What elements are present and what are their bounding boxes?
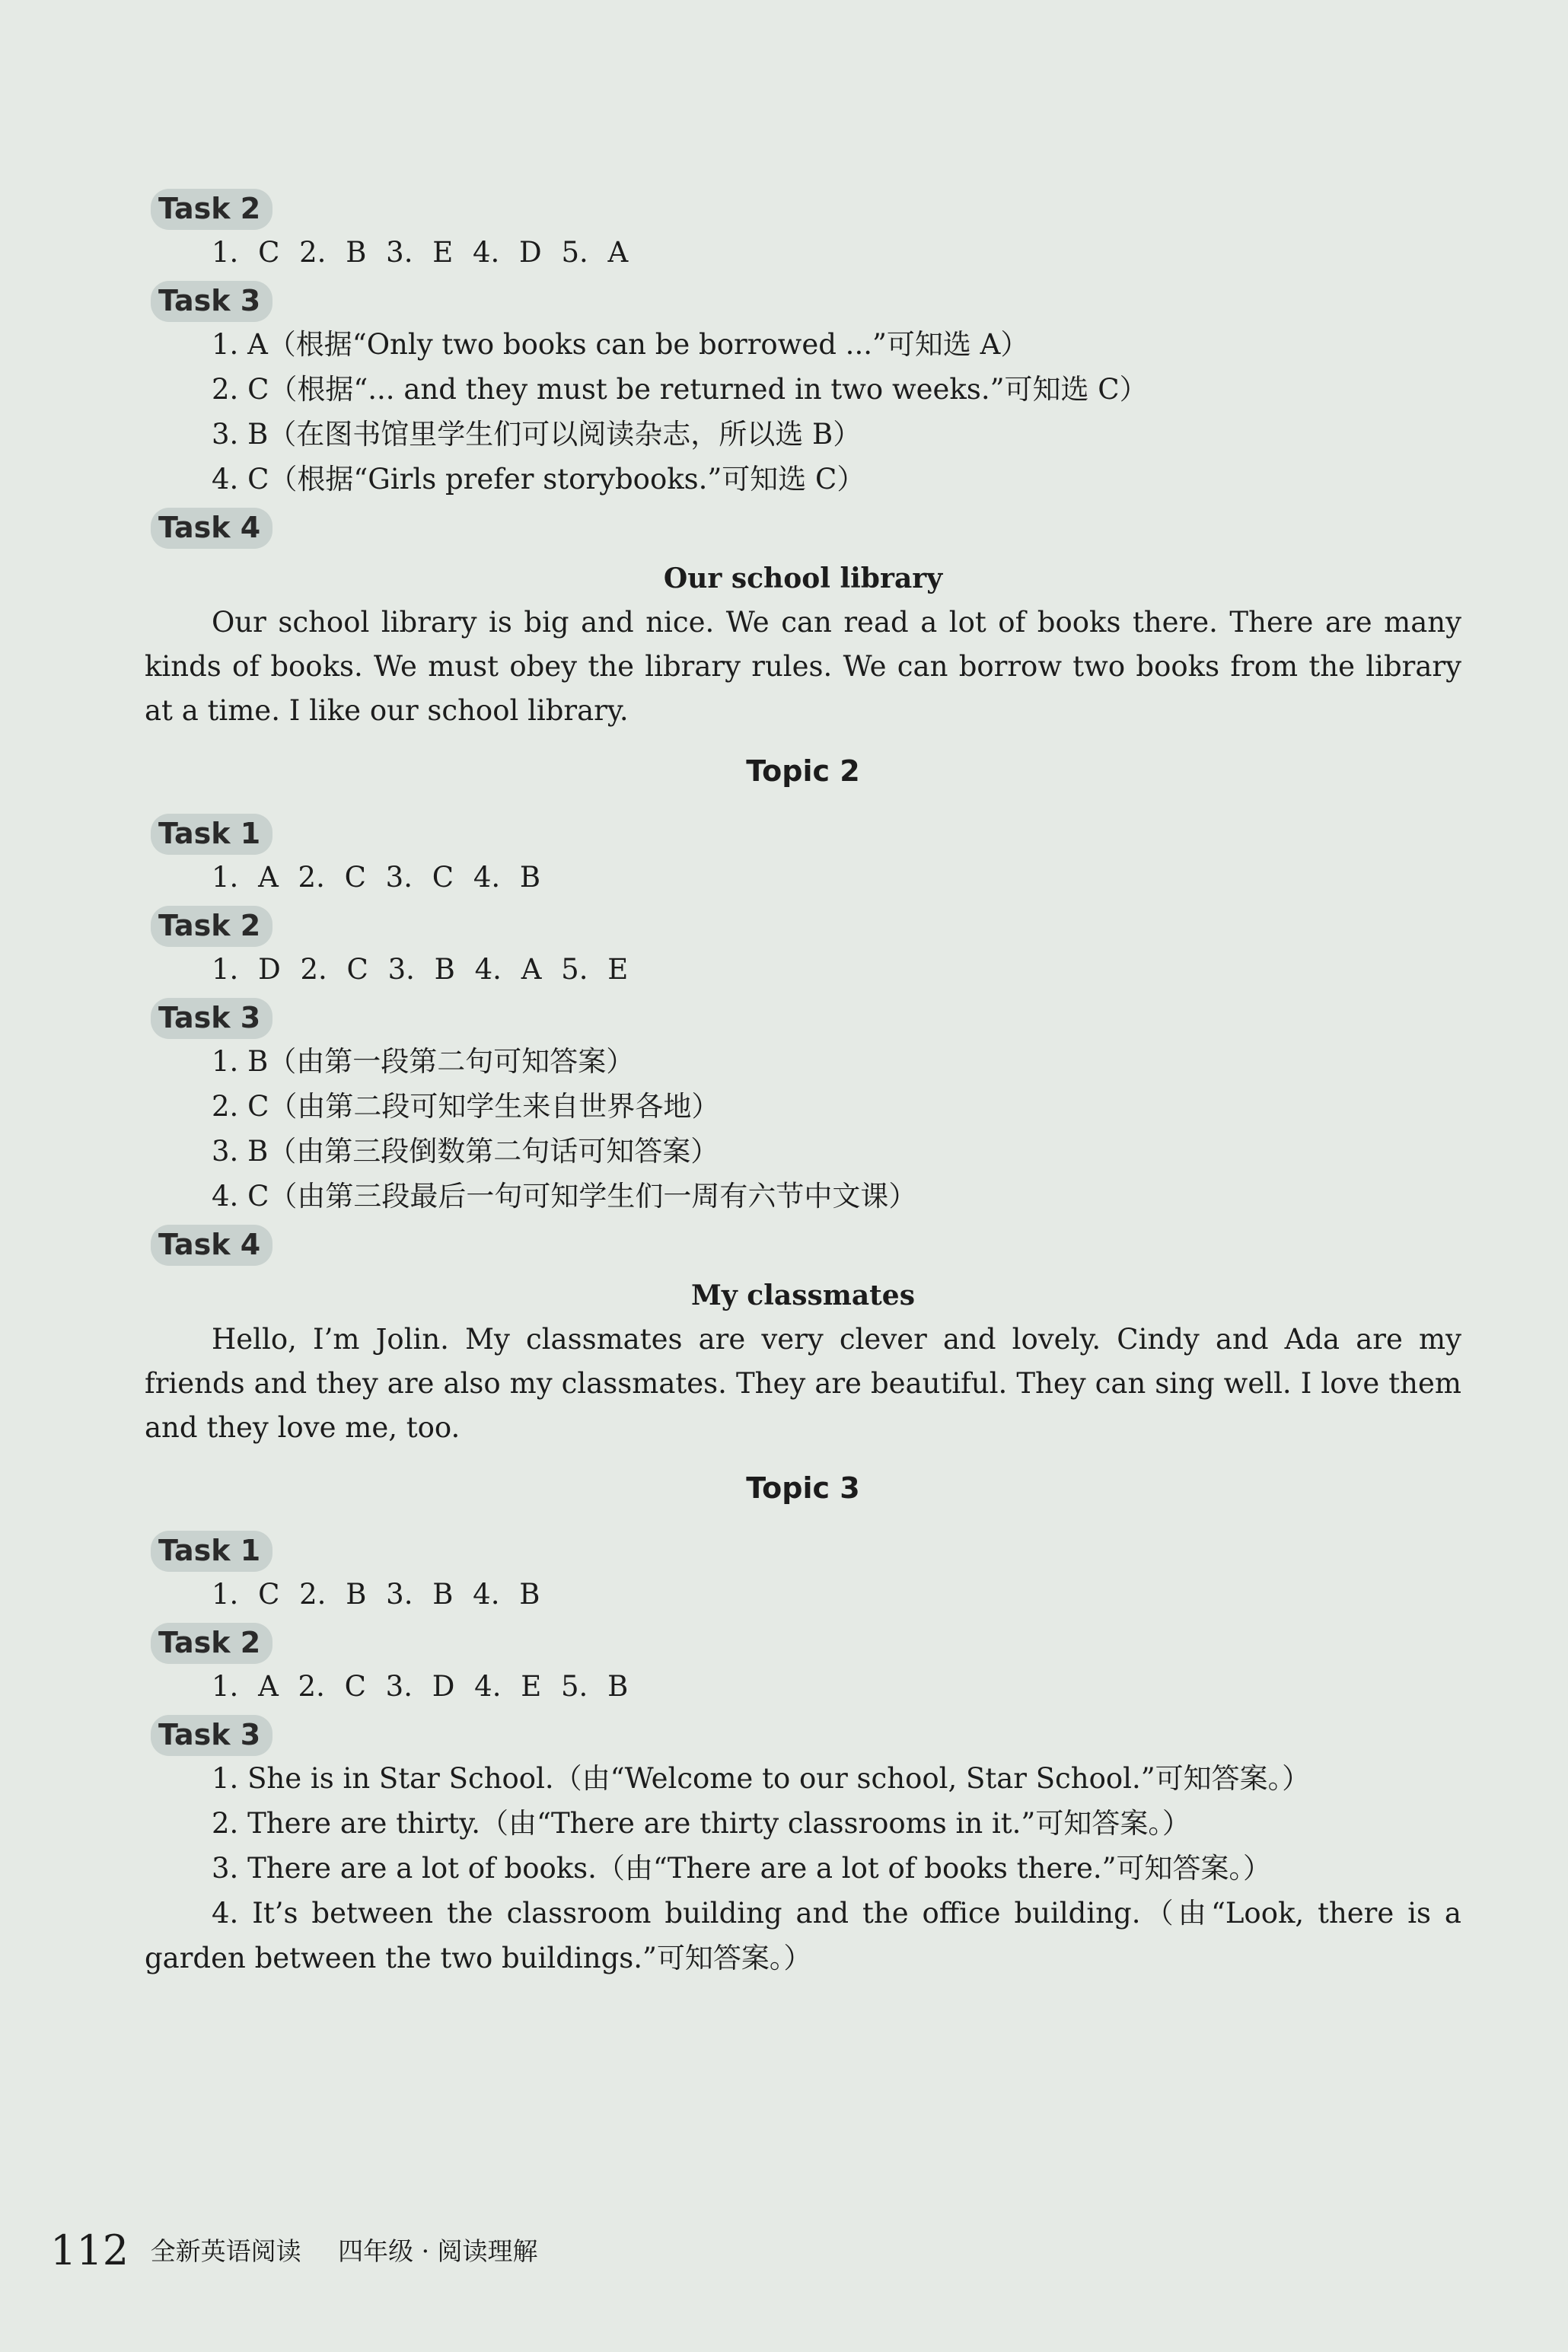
answer-item: 2. C（由第二段可知学生来自世界各地） bbox=[212, 1090, 720, 1123]
task-label: Task 3 bbox=[151, 281, 272, 322]
answer-item: 4. It’s between the classroom building and the office building.（由“Look, there is a garden between the two buildings.”可知答案。） bbox=[145, 1897, 1461, 1974]
task-label: Task 1 bbox=[151, 814, 272, 855]
topic2-task1 bbox=[145, 814, 1461, 900]
task-label: Task 4 bbox=[151, 508, 272, 549]
task-label: Task 3 bbox=[151, 1715, 272, 1756]
answer-item: 3. There are a lot of books.（由“There are a lot of books there.”可知答案。） bbox=[212, 1852, 1272, 1885]
topic3-task2 bbox=[145, 1623, 1461, 1709]
topic1-task2 bbox=[145, 189, 1461, 275]
task-label: Task 2 bbox=[151, 189, 272, 230]
task-label: Task 2 bbox=[151, 906, 272, 947]
page-footer bbox=[50, 2226, 538, 2274]
topic-title: Topic 3 bbox=[746, 1471, 860, 1505]
topic2-task3 bbox=[145, 998, 1461, 1219]
topic3-task1 bbox=[145, 1531, 1461, 1617]
task-answers: 1. A 2. C 3. C 4. B bbox=[212, 861, 541, 894]
answer-item: 1. B（由第一段第二句可知答案） bbox=[212, 1045, 635, 1078]
topic3-task3 bbox=[145, 1715, 1461, 1981]
grade-label: 四年级 · 阅读理解 bbox=[338, 2236, 538, 2266]
answer-item: 3. B（由第三段倒数第二句话可知答案） bbox=[212, 1135, 719, 1168]
essay-body: Hello, I’m Jolin. My classmates are very clever and lovely. Cindy and Ada are my friends and they are also my classmates. They are beautiful. They can sing well. I love them and they love me, too. bbox=[145, 1323, 1461, 1444]
task-label: Task 3 bbox=[151, 998, 272, 1039]
essay-body: Our school library is big and nice. We can read a lot of books there. There are many kinds of books. We must obey the library rules. We can borrow two books from the library at a time. I like our school library. bbox=[145, 606, 1461, 727]
task-answers: 1. C 2. B 3. E 4. D 5. A bbox=[212, 236, 629, 269]
answer-item: 4. C（根据“Girls prefer storybooks.”可知选 C） bbox=[212, 463, 865, 496]
topic-title: Topic 2 bbox=[746, 754, 860, 788]
task-answers: 1. A 2. C 3. D 4. E 5. B bbox=[212, 1670, 629, 1703]
answer-item: 1. A（根据“Only two books can be borrowed ...”可知选 A） bbox=[212, 328, 1029, 361]
task-label: Task 4 bbox=[151, 1225, 272, 1266]
essay-title: My classmates bbox=[691, 1280, 915, 1311]
topic1-task3 bbox=[145, 281, 1461, 502]
answer-item: 1. She is in Star School.（由“Welcome to our school, Star School.”可知答案。） bbox=[212, 1762, 1311, 1795]
topic2-task2 bbox=[145, 906, 1461, 992]
topic2-task4 bbox=[145, 1225, 1461, 1450]
answer-key-page bbox=[145, 183, 1461, 1981]
answer-item: 3. B（在图书馆里学生们可以阅读杂志，所以选 B） bbox=[212, 418, 862, 451]
task-answers: 1. C 2. B 3. B 4. B bbox=[212, 1578, 540, 1611]
answer-item: 2. There are thirty.（由“There are thirty classrooms in it.”可知答案。） bbox=[212, 1807, 1190, 1840]
task-label: Task 2 bbox=[151, 1623, 272, 1664]
answer-item: 2. C（根据“... and they must be returned in two weeks.”可知选 C） bbox=[212, 373, 1148, 406]
task-answers: 1. D 2. C 3. B 4. A 5. E bbox=[212, 953, 629, 986]
topic1-task4 bbox=[145, 508, 1461, 733]
answer-item: 4. C（由第三段最后一句可知学生们一周有六节中文课） bbox=[212, 1180, 917, 1213]
page-number: 112 bbox=[50, 2226, 129, 2274]
book-title: 全新英语阅读 bbox=[150, 2236, 301, 2266]
task-label: Task 1 bbox=[151, 1531, 272, 1572]
essay-title: Our school library bbox=[663, 563, 943, 594]
